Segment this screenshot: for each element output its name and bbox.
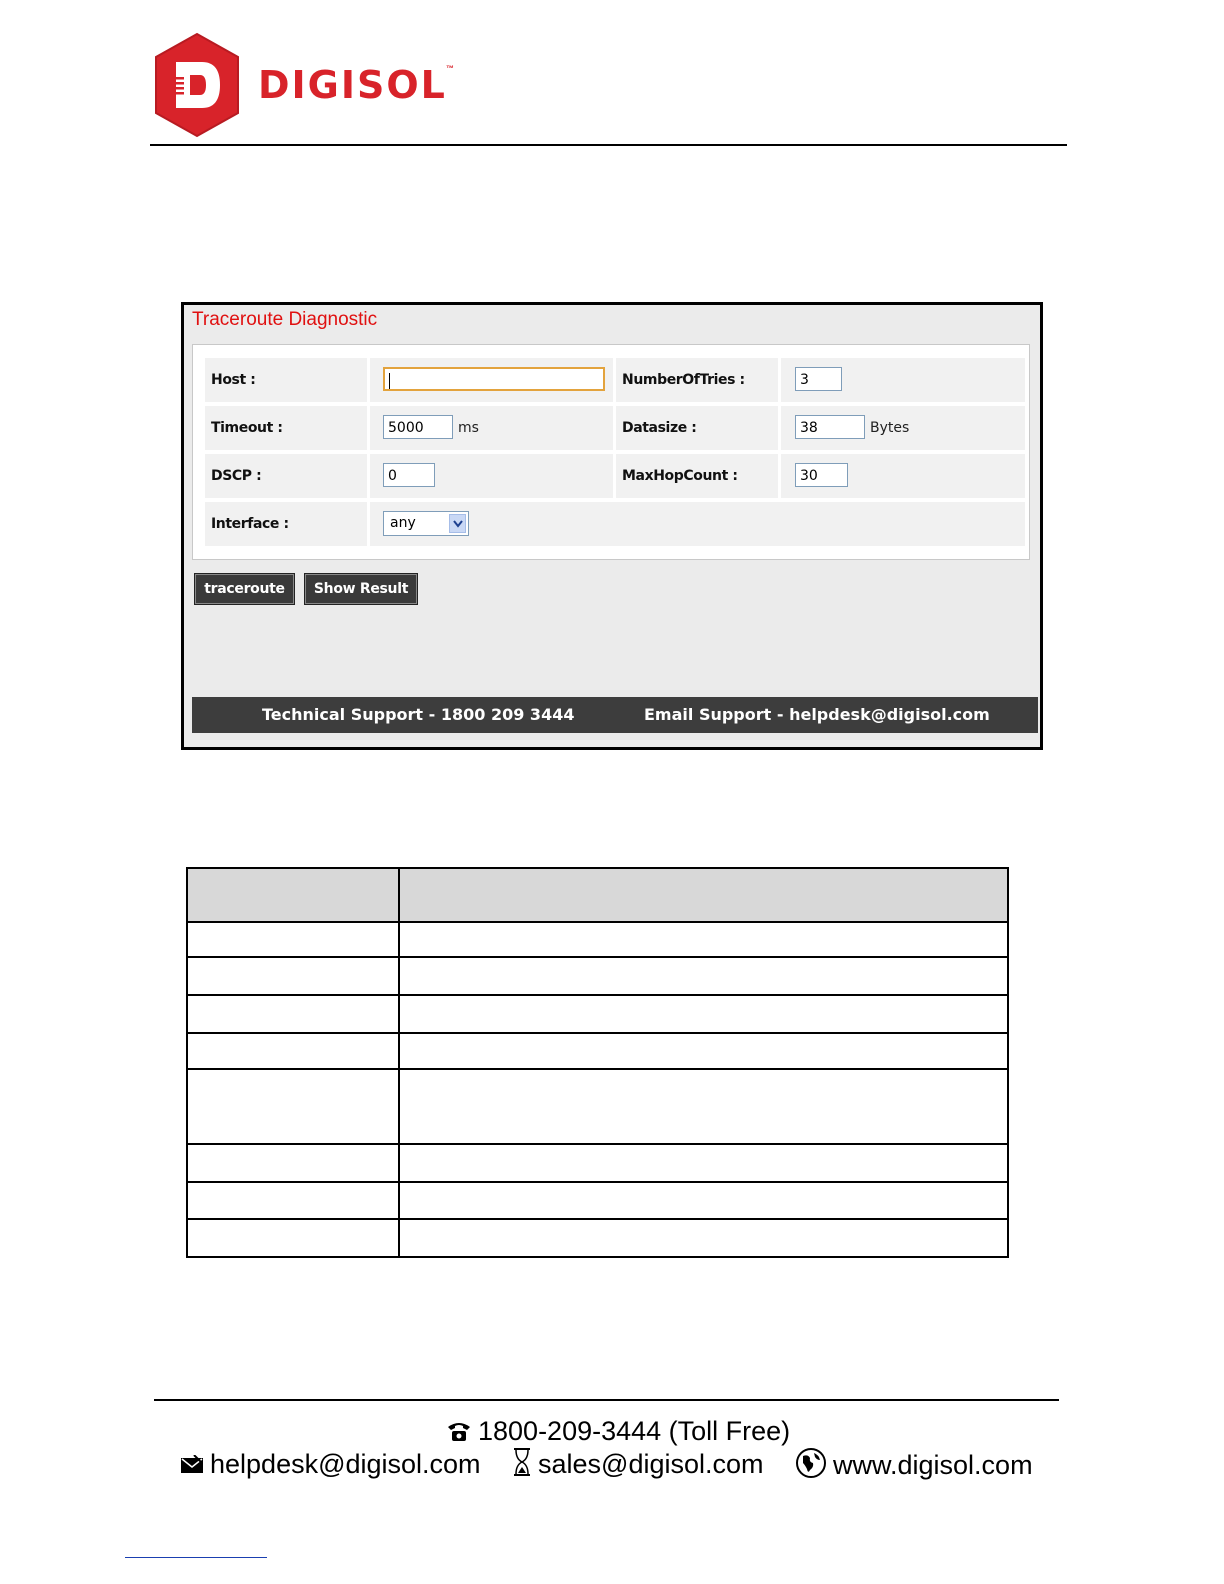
footer-email-text: helpdesk@digisol.com (210, 1449, 481, 1479)
interface-select[interactable] (383, 511, 469, 536)
number-of-tries-input[interactable]: 3 (795, 367, 842, 391)
interface-selected-value: any (390, 515, 416, 531)
footer-sales-text: sales@digisol.com (538, 1449, 764, 1480)
form-row-interface (205, 502, 1025, 546)
email-support-text: Email Support - helpdesk@digisol.com (644, 705, 990, 724)
max-hop-count-input[interactable]: 30 (795, 463, 848, 487)
form-row-timeout (205, 406, 1025, 450)
footer-divider (154, 1399, 1059, 1401)
timeout-unit: ms (458, 420, 479, 436)
hourglass-icon (512, 1447, 532, 1485)
page-title: Traceroute Diagnostic (192, 309, 378, 330)
chevron-down-icon[interactable] (449, 514, 466, 533)
header-divider (150, 144, 1067, 146)
table-row-divider (188, 1218, 1007, 1220)
show-result-button[interactable]: Show Result (305, 574, 417, 604)
traceroute-form (192, 344, 1030, 560)
table-column-divider (398, 869, 400, 1256)
form-row-dscp (205, 454, 1025, 498)
table-row-divider (188, 956, 1007, 958)
mail-icon (180, 1449, 204, 1483)
host-label: Host : (211, 372, 256, 388)
table-row-divider (188, 1181, 1007, 1183)
trademark-mark: ™ (446, 64, 454, 73)
support-bar (192, 697, 1038, 733)
technical-support-text: Technical Support - 1800 209 3444 (262, 705, 575, 724)
footer-web (795, 1447, 1033, 1487)
phone-icon (446, 1416, 472, 1450)
footer-email (180, 1447, 481, 1483)
table-row-divider (188, 1068, 1007, 1070)
brand-name: DIGISOL (258, 63, 447, 107)
traceroute-screenshot-panel (181, 302, 1043, 750)
dscp-input[interactable]: 0 (383, 463, 435, 487)
text-cursor (389, 373, 390, 389)
interface-label: Interface : (211, 516, 289, 532)
dscp-label: DSCP : (211, 468, 262, 484)
number-of-tries-label: NumberOfTries : (622, 372, 745, 388)
globe-icon (795, 1447, 827, 1487)
parameter-table (186, 867, 1009, 1258)
table-row-divider (188, 1032, 1007, 1034)
host-input[interactable] (383, 367, 605, 391)
footer-web-text: www.digisol.com (833, 1450, 1033, 1481)
timeout-input[interactable]: 5000 (383, 415, 453, 439)
table-row-divider (188, 994, 1007, 996)
footer-sales (512, 1447, 764, 1485)
digisol-logo-mark (152, 32, 242, 138)
footer-phone (446, 1414, 790, 1450)
footer-phone-text: 1800-209-3444 (Toll Free) (478, 1416, 791, 1446)
timeout-label: Timeout : (211, 420, 283, 436)
traceroute-button[interactable]: traceroute (195, 574, 294, 604)
datasize-unit: Bytes (870, 420, 910, 436)
form-row-host (205, 358, 1025, 402)
datasize-label: Datasize : (622, 420, 697, 436)
link-underline (125, 1557, 267, 1558)
table-header (188, 869, 1007, 923)
table-row-divider (188, 1143, 1007, 1145)
max-hop-count-label: MaxHopCount : (622, 468, 738, 484)
datasize-input[interactable]: 38 (795, 415, 865, 439)
